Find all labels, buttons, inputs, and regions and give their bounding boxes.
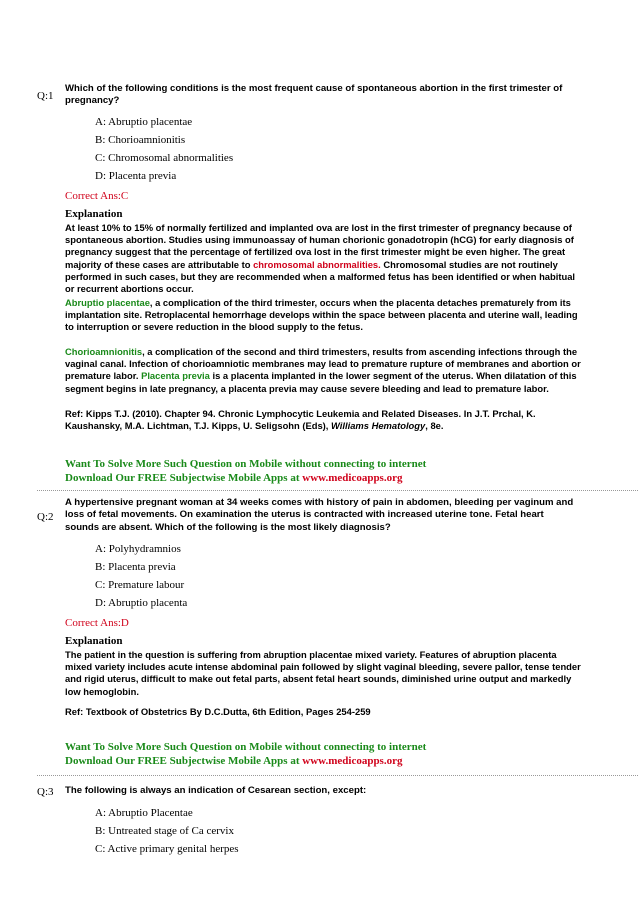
- promo-line: Download Our FREE Subjectwise Mobile Apps at www.medicoapps.org: [65, 755, 403, 767]
- explanation-paragraph: Abruptio placentae, a complication of the third trimester, occurs when the placenta detaches prematurely from its implantation site. Retroplacental hemorrhage develops within the space between placenta and uterine wall, leading to interruption or severe reduction in the blood supply to the fetus.: [65, 297, 578, 333]
- explanation-heading: Explanation: [65, 635, 123, 647]
- correct-answer: Correct Ans:C: [65, 190, 129, 202]
- explanation-paragraph: At least 10% to 15% of normally fertilized and implanted ova are lost in the first trimester of pregnancy because of spontaneous abortion. Studies using immunoassay of human chorionic gonadotropin (hCG) for early diagnosis of pregnancy suggest that the percentage of fertilized ova lost in the first trimester might be even higher. The great majority of these cases are attributable to chromosomal abnormalities. Chromosomal studies are not routinely performed in such cases, but they are recommended when a malformed fetus has been identified or when habitual or recurrent abortions occur.: [65, 222, 576, 295]
- question-text: Which of the following conditions is the most frequent cause of spontaneous abortion in the first trimester of pregnancy?: [65, 83, 563, 107]
- option-b: B: Untreated stage of Ca cervix: [95, 825, 234, 837]
- option-d: D: Abruptio placenta: [95, 597, 188, 609]
- question-text: The following is always an indication of Cesarean section, except:: [65, 785, 367, 796]
- option-c: C: Premature labour: [95, 579, 185, 591]
- promo-block: [65, 740, 426, 768]
- option-a: A: Abruptio Placentae: [95, 807, 193, 819]
- promo-block: [65, 457, 426, 485]
- option-b: B: Placenta previa: [95, 561, 176, 573]
- option-a: A: Abruptio placentae: [95, 116, 193, 128]
- highlight-term: Chorioamnionitis: [65, 346, 143, 357]
- question-number: Q:2: [37, 511, 54, 523]
- promo-link[interactable]: www.medicoapps.org: [302, 755, 403, 767]
- question-number: Q:1: [37, 90, 54, 102]
- promo-link[interactable]: www.medicoapps.org: [302, 472, 403, 484]
- divider: [37, 490, 638, 491]
- reference: Ref: Textbook of Obstetrics By D.C.Dutta, 6th Edition, Pages 254-259: [65, 706, 371, 717]
- option-a: A: Polyhydramnios: [95, 543, 181, 555]
- highlight-term: Abruptio placentae: [65, 297, 150, 308]
- explanation-paragraph: Chorioamnionitis, a complication of the second and third trimesters, results from ascending infections through the vaginal canal. Infection of chorioamniotic membranes may lead to premature rupture of membranes and abortion or premature labor. Placenta previa is a placenta implanted in the lower segment of the uterus. When dilatation of this segment begins in late pregnancy, a placenta previa may cause severe bleeding and lead to premature labor.: [65, 346, 581, 394]
- option-b: B: Chorioamnionitis: [95, 134, 186, 146]
- question-number: Q:3: [37, 786, 54, 798]
- explanation-heading: Explanation: [65, 208, 123, 220]
- option-d: D: Placenta previa: [95, 170, 177, 182]
- highlight-term: chromosomal abnormalities.: [253, 258, 381, 270]
- correct-answer: Correct Ans:D: [65, 617, 129, 629]
- promo-line: Download Our FREE Subjectwise Mobile Apps at www.medicoapps.org: [65, 472, 403, 484]
- explanation-paragraph: The patient in the question is suffering from abruption placentae mixed variety. Features of abruption placenta mixed variety includes acute intense abdominal pain followed by slight vaginal bleeding, severe pallor, tense tender and rigid uterus, difficult to make out fetal parts, absent fetal heart sounds, diminished urine output and markedly low hemoglobin.: [65, 649, 581, 697]
- option-c: C: Active primary genital herpes: [95, 843, 239, 855]
- divider: [37, 775, 638, 776]
- promo-line: Want To Solve More Such Question on Mobile without connecting to internet: [65, 741, 427, 753]
- question-text: A hypertensive pregnant woman at 34 weeks comes with history of pain in abdomen, bleeding per vaginum and loss of fetal movements. On examination the uterus is contracted with increased uterine tone. Fetal heart sounds are absent. Which of the following is the most likely diagnosis?: [65, 497, 574, 533]
- reference: Ref: Kipps T.J. (2010). Chapter 94. Chronic Lymphocytic Leukemia and Related Diseases. In J.T. Prchal, K. Kaushansky, M.A. Lichtman, T.J. Kipps, U. Seligsohn (Eds), Williams Hematology, 8e.: [65, 408, 536, 432]
- highlight-term: Placenta previa: [141, 370, 210, 382]
- promo-line: Want To Solve More Such Question on Mobile without connecting to internet: [65, 458, 427, 470]
- option-c: C: Chromosomal abnormalities: [95, 152, 234, 164]
